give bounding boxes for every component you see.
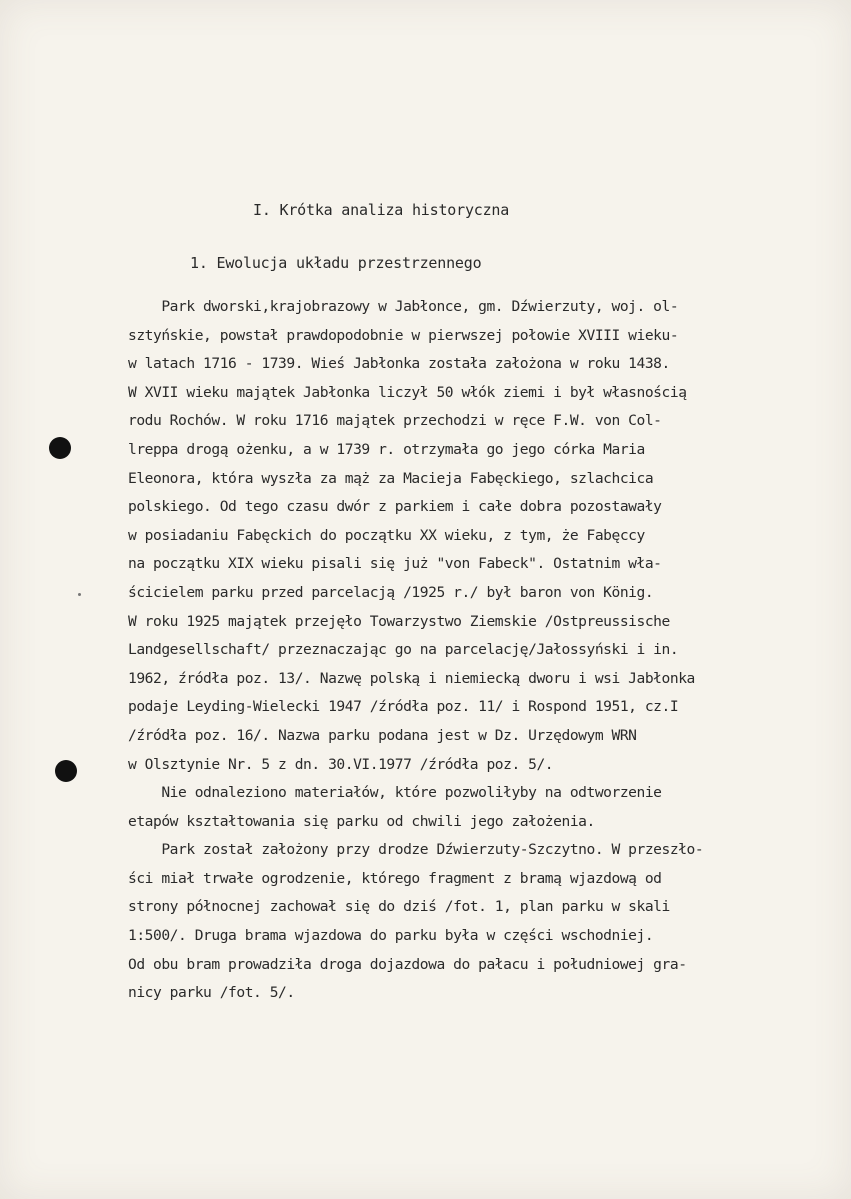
punch-hole-top [49,437,71,459]
text-line: /źródła poz. 16/. Nazwa parku podana jest w Dz. Urzędowym WRN [128,726,637,744]
subsection-title: 1. Ewolucja układu przestrzennego [190,254,482,272]
text-line: rodu Rochów. W roku 1716 majątek przechodzi w ręce F.W. von Col- [128,412,662,430]
text-line: podaje Leyding-Wielecki 1947 /źródła poz. 11/ i Rospond 1951, cz.I [128,698,679,716]
text-line: Park dworski,krajobrazowy w Jabłonce, gm. Dźwierzuty, woj. ol- [128,298,679,315]
text-line: w posiadaniu Fabęckich do początku XX wieku, z tym, że Fabęccy [128,526,645,544]
text-line: Landgesellschaft/ przeznaczając go na parcelację/Jałossyński i in. [128,641,679,659]
text-line: Od obu bram prowadziła droga dojazdowa do pałacu i południowej gra- [128,955,687,973]
punch-hole-bottom [55,760,77,782]
text-line: Park został założony przy drodze Dźwierzuty-Szczytno. W przeszło- [128,841,704,859]
text-line: ści miał trwałe ogrodzenie, którego fragment z bramą wjazdową od [128,869,662,887]
text-line: W roku 1925 majątek przejęło Towarzystwo Ziemskie /Ostpreussische [128,612,670,630]
text-line: Eleonora, która wyszła za mąż za Macieja Fabęckiego, szlachcica [128,469,654,487]
text-line: w Olsztynie Nr. 5 z dn. 30.VI.1977 /źródła poz. 5/. [128,755,554,773]
text-line: sztyńskie, powstał prawdopodobnie w pierwszej połowie XVIII wieku- [128,326,679,344]
text-line: W XVII wieku majątek Jabłonka liczył 50 włók ziemi i był własnością [128,383,687,401]
text-line: lreppa drogą ożenku, a w 1739 r. otrzymała go jego córka Maria [128,440,645,458]
text-line: Nie odnaleziono materiałów, które pozwoliłyby na odtworzenie [128,784,662,802]
text-line: polskiego. Od tego czasu dwór z parkiem i całe dobra pozostawały [128,498,662,516]
body-text [128,293,838,1008]
paper-speck [78,593,81,596]
section-title: I. Krótka analiza historyczna [253,201,510,219]
text-line: nicy parku /fot. 5/. [128,984,295,1002]
text-line: strony północnej zachował się do dziś /fot. 1, plan parku w skali [128,898,670,916]
text-line: ścicielem parku przed parcelacją /1925 r./ był baron von König. [128,583,654,601]
text-line: na początku XIX wieku pisali się już "von Fabeck". Ostatnim wła- [128,555,662,573]
text-line: 1:500/. Druga brama wjazdowa do parku była w części wschodniej. [128,927,654,945]
text-line: w latach 1716 - 1739. Wieś Jabłonka została założona w roku 1438. [128,355,670,373]
text-line: 1962, źródła poz. 13/. Nazwę polską i niemiecką dworu i wsi Jabłonka [128,669,695,687]
text-line: etapów kształtowania się parku od chwili jego założenia. [128,812,595,830]
